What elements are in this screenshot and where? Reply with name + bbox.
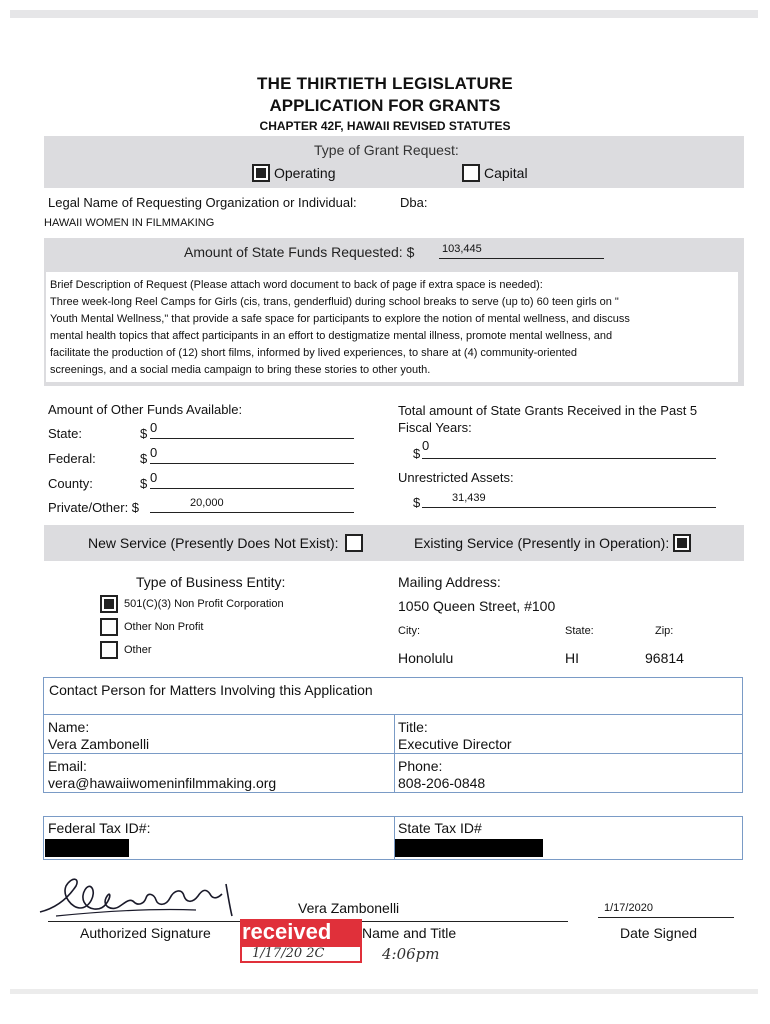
scan-edge-top xyxy=(10,10,758,18)
description-heading: Brief Description of Request (Please attach word document to back of page if extra space is needed): xyxy=(50,279,543,291)
state-grants-dollar: $ xyxy=(413,446,421,461)
funds-requested-value: 103,445 xyxy=(442,243,482,255)
description-line: Youth Mental Wellness," that provide a safe space for participants to explore the notion of mental wellness, and discuss xyxy=(50,313,630,325)
state-grants-label-2: Fiscal Years: xyxy=(398,420,472,435)
state-funds-line xyxy=(150,438,354,439)
contact-email-value: vera@hawaiiwomeninfilmmaking.org xyxy=(48,775,277,791)
contact-name-value: Vera Zambonelli xyxy=(48,736,150,752)
business-option-501c3[interactable] xyxy=(100,595,284,613)
state-label: State: xyxy=(565,625,594,637)
operating-checkbox[interactable] xyxy=(252,164,270,182)
city-value: Honolulu xyxy=(398,650,454,666)
description-line: screenings, and a social media campaign to bring these stories to other youth. xyxy=(50,364,431,376)
authorized-signature-label: Authorized Signature xyxy=(80,925,211,941)
funds-requested-section xyxy=(44,238,744,266)
signer-name-printed: Vera Zambonelli xyxy=(298,900,400,916)
private-funds-line xyxy=(150,512,354,513)
date-signed-value: 1/17/2020 xyxy=(604,902,653,914)
zip-label: Zip: xyxy=(655,625,674,637)
contact-divider xyxy=(44,714,742,715)
date-signed-label: Date Signed xyxy=(620,925,698,941)
contact-name-label: Name: xyxy=(48,719,90,735)
federal-funds-value: 0 xyxy=(150,445,158,460)
business-other-checkbox[interactable] xyxy=(100,641,118,659)
existing-service-checkbox[interactable] xyxy=(673,534,691,552)
contact-row-divider xyxy=(44,753,742,754)
unrestricted-assets-line xyxy=(422,507,716,508)
org-name-label: Legal Name of Requesting Organization or Individual: xyxy=(48,195,357,210)
business-other-nonprofit-checkbox[interactable] xyxy=(100,618,118,636)
business-501c3-checkbox[interactable] xyxy=(100,595,118,613)
state-tax-id-label: State Tax ID# xyxy=(398,820,482,836)
mailing-street: 1050 Queen Street, #100 xyxy=(398,598,556,614)
signature-text xyxy=(246,868,247,869)
grant-type-label: Type of Grant Request: xyxy=(314,142,459,158)
state-grants-line xyxy=(422,458,716,459)
description-line: facilitate the production of (12) short films, informed by lived experiences, to share at (4) community-oriented xyxy=(50,347,578,359)
state-tax-id-redaction xyxy=(395,839,543,857)
business-option-label: Other xyxy=(124,644,152,656)
new-service-checkbox[interactable] xyxy=(345,534,363,552)
operating-label: Operating xyxy=(274,165,336,181)
form-title-legislature: THE THIRTIETH LEGISLATURE xyxy=(257,74,513,93)
county-funds-label: County: xyxy=(48,476,93,491)
tax-id-section xyxy=(43,816,743,860)
unrestricted-dollar: $ xyxy=(413,495,421,510)
grant-type-section xyxy=(44,136,744,188)
city-label: City: xyxy=(398,625,420,637)
state-dollar: $ xyxy=(140,426,148,441)
funds-requested-line xyxy=(439,258,604,259)
description-box xyxy=(46,272,738,382)
form-title-application: APPLICATION FOR GRANTS xyxy=(269,96,501,115)
unrestricted-assets-value: 31,439 xyxy=(452,492,486,504)
federal-funds-line xyxy=(150,463,354,464)
contact-section xyxy=(43,677,743,793)
received-stamp-word: received xyxy=(240,919,362,945)
state-funds-value: 0 xyxy=(150,420,158,435)
dba-label: Dba: xyxy=(400,195,428,210)
description-line: Three week-long Reel Camps for Girls (cis, trans, genderfluid) during school breaks to serve (up to) 60 teen girls on " xyxy=(50,296,619,308)
state-value: HI xyxy=(565,650,579,666)
description-line: mental health topics that affect participants in an effort to destigmatize mental illness, promote mental wellness, and xyxy=(50,330,613,342)
federal-dollar: $ xyxy=(140,451,148,466)
county-funds-line xyxy=(150,488,354,489)
business-option-other[interactable] xyxy=(100,641,152,659)
description-frame xyxy=(44,266,744,386)
funds-requested-label: Amount of State Funds Requested: $ xyxy=(184,244,415,260)
private-funds-label: Private/Other: $ xyxy=(48,500,140,515)
business-option-label: 501(C)(3) Non Profit Corporation xyxy=(124,598,284,610)
contact-phone-label: Phone: xyxy=(398,758,443,774)
unrestricted-assets-label: Unrestricted Assets: xyxy=(398,470,514,485)
state-funds-label: State: xyxy=(48,426,82,441)
contact-title-value: Executive Director xyxy=(398,736,512,752)
existing-service-label: Existing Service (Presently in Operation): xyxy=(414,535,670,551)
org-name-value: HAWAII WOMEN IN FILMMAKING xyxy=(44,217,215,229)
received-time: 4:06pm xyxy=(382,945,440,963)
existing-service-option[interactable] xyxy=(414,534,691,552)
contact-title-label: Title: xyxy=(398,719,428,735)
business-option-other-nonprofit[interactable] xyxy=(100,618,203,636)
form-title-chapter: CHAPTER 42F, HAWAII REVISED STATUTES xyxy=(259,119,511,133)
federal-tax-id-label: Federal Tax ID#: xyxy=(48,820,151,836)
other-funds-label: Amount of Other Funds Available: xyxy=(48,402,243,417)
service-section xyxy=(44,525,744,561)
private-funds-value: 20,000 xyxy=(190,497,224,509)
capital-option[interactable] xyxy=(462,164,528,182)
contact-email-label: Email: xyxy=(48,758,87,774)
mailing-address-label: Mailing Address: xyxy=(398,574,501,590)
date-line xyxy=(598,917,734,918)
state-grants-value: 0 xyxy=(422,438,430,453)
zip-value: 96814 xyxy=(645,650,684,666)
name-title-label: Name and Title xyxy=(362,925,457,941)
operating-option[interactable] xyxy=(252,164,335,182)
state-grants-label: Total amount of State Grants Received in the Past 5 xyxy=(398,403,698,418)
county-dollar: $ xyxy=(140,476,148,491)
county-funds-value: 0 xyxy=(150,470,158,485)
capital-label: Capital xyxy=(484,165,528,181)
contact-phone-value: 808-206-0848 xyxy=(398,775,486,791)
scan-edge-bottom xyxy=(10,989,758,994)
capital-checkbox[interactable] xyxy=(462,164,480,182)
new-service-option[interactable] xyxy=(88,534,363,552)
business-entity-label: Type of Business Entity: xyxy=(136,574,286,590)
contact-heading: Contact Person for Matters Involving this Application xyxy=(49,682,373,698)
received-stamp xyxy=(240,919,362,963)
business-option-label: Other Non Profit xyxy=(124,621,204,633)
federal-funds-label: Federal: xyxy=(48,451,96,466)
received-stamp-date: 1/17/20 2C xyxy=(240,945,362,963)
federal-tax-id-redaction xyxy=(45,839,129,857)
new-service-label: New Service (Presently Does Not Exist): xyxy=(88,535,339,551)
